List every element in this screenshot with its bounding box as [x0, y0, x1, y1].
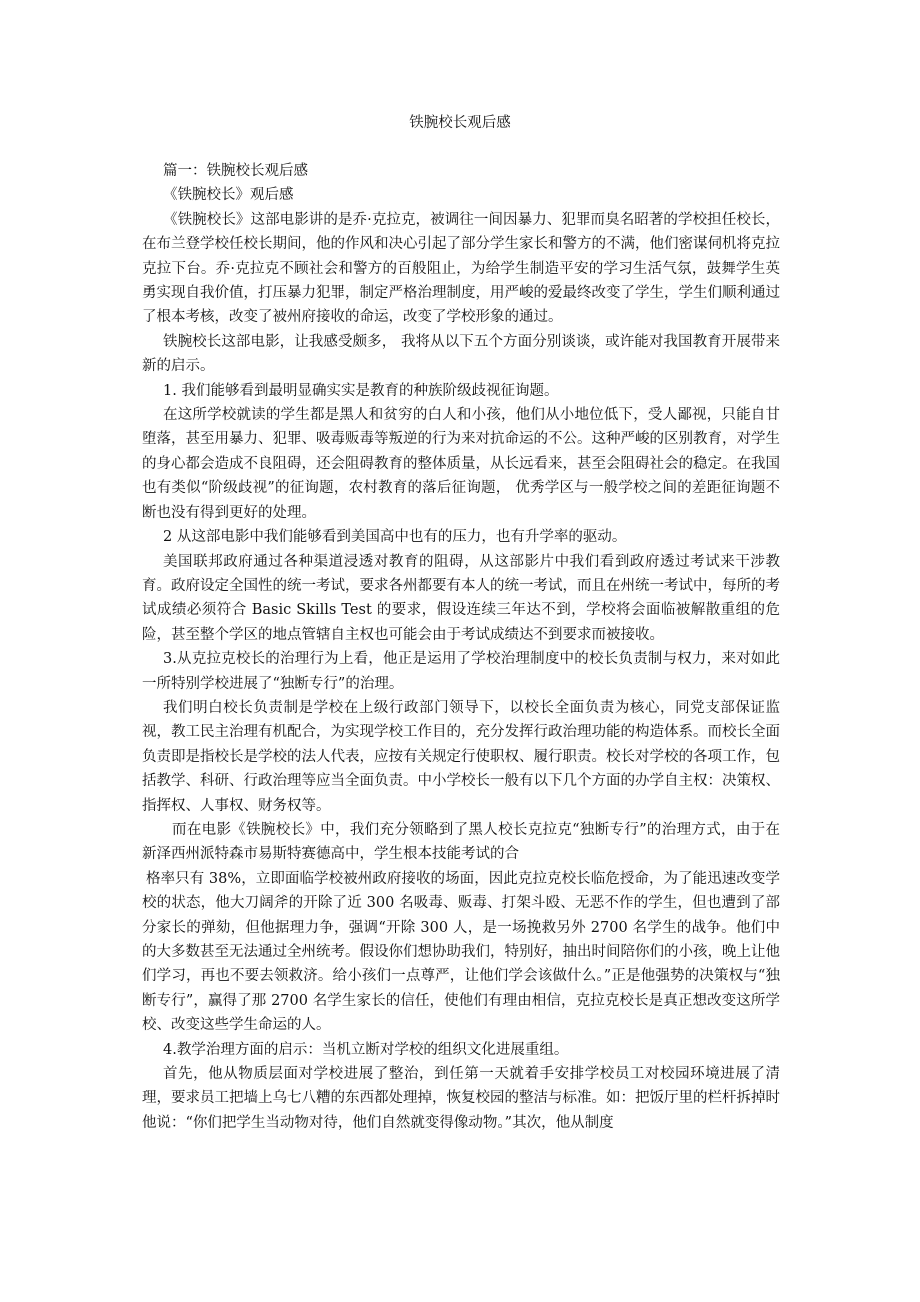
- paragraph: 我们明白校长负责制是学校在上级行政部门领导下，以校长全面负责为核心，同党支部保证监视，教工民主治理有机配合，为实现学校工作目的，充分发挥行政治理功能的构造体系。而校长全面负责即是指校长是学校的法人代表，应按有关规定行使职权、履行职责。校长对学校的各项工作，包括教学、科研、行政治理等应当全面负责。中小学校长一般有以下几个方面的办学自主权：决策权、指挥权、人事权、财务权等。: [142, 699, 780, 814]
- paragraph: 格率只有 38%，立即面临学校被州政府接收的场面，因此克拉克校长临危授命，为了能迅速改变学校的状态，他大刀阔斧的开除了近 300 名吸毒、贩毒、打架斗殴、无恶不作的学生，但也遭到了部分家长的弹劾，但他据理力争，强调“开除 300 人，是一场挽救另外 2700 名学生的战争。他们中的大多数甚至无法通过全州统考。假设你们想协助我们，特别好，抽出时间陪你们的小孩，晚上让他们学习，再也不要去领救济。给小孩们一点尊严，让他们学会该做什么。”正是他强势的决策权与“独断专行”，赢得了那 2700 名学生家长的信任，使他们有理由相信，克拉克校长是真正想改变这所学校、改变这些学生命运的人。: [142, 870, 780, 1034]
- paragraph: 4.教学治理方面的启示：当机立断对学校的组织文化进展重组。: [163, 1041, 569, 1058]
- paragraph: 在这所学校就读的学生都是黑人和贫穷的白人和小孩，他们从小地位低下，受人鄙视，只能自甘堕落，甚至用暴力、犯罪、吸毒贩毒等叛逆的行为来对抗命运的不公。这种严峻的区别教育，对学生的身心都会造成不良阻碍，还会阻碍教育的整体质量，从长远看来，甚至会阻碍社会的稳定。在我国也有类似“阶级歧视”的征询题，农村教育的落后征询题， 优秀学区与一般学校之间的差距征询题不断也没有得到更好的处理。: [142, 407, 780, 521]
- document-body: [142, 159, 780, 1135]
- paragraph: 《铁腕校长》观后感: [163, 187, 294, 204]
- paragraph: 篇一：铁腕校长观后感: [163, 163, 308, 179]
- document-title: 铁腕校长观后感: [409, 115, 511, 131]
- paragraph: 1. 我们能够看到最明显确实实是教育的种族阶级歧视征询题。: [163, 382, 559, 399]
- paragraph: 而在电影《铁腕校长》中，我们充分领略到了黑人校长克拉克“独断专行”的治理方式，由于在新泽西州派特森市易斯特赛德高中，学生根本技能考试的合: [142, 821, 780, 863]
- paragraph: 首先，他从物质层面对学校进展了整治，到任第一天就着手安排学校员工对校园环境进展了清理，要求员工把墙上乌七八糟的东西都处理掉，恢复校园的整洁与标准。如：把饭厅里的栏杆拆掉时他说：“你们把学生当动物对待，他们自然就变得像动物。”其次，他从制度: [142, 1066, 780, 1131]
- paragraph: 3.从克拉克校长的治理行为上看，他正是运用了学校治理制度中的校长负责制与权力，来对如此一所特别学校进展了“独断专行”的治理。: [142, 651, 780, 692]
- paragraph: 铁腕校长这部电影，让我感受颇多， 我将从以下五个方面分别谈谈，或许能对我国教育开展带来新的启示。: [142, 333, 780, 375]
- paragraph: 美国联邦政府通过各种渠道浸透对教育的阻碍，从这部影片中我们看到政府透过考试来干涉教育。政府设定全国性的统一考试，要求各州都要有本人的统一考试，而且在州统一考试中，每所的考试成绩必须符合 Basic Skills Test 的要求，假设连续三年达不到，学校将会面临被解散重组的危险，甚至整个学区的地点管辖自主权也可能会由于考试成绩达不到要求而被接收。: [142, 553, 780, 643]
- paragraph: 2 从这部电影中我们能够看到美国高中也有的压力，也有升学率的驱动。: [163, 529, 627, 546]
- paragraph: 《铁腕校长》这部电影讲的是乔·克拉克，被调往一间因暴力、犯罪而臭名昭著的学校担任校长，在布兰登学校任校长期间，他的作风和决心引起了部分学生家长和警方的不满，他们密谋伺机将克拉克拉下台。乔·克拉克不顾社会和警方的百般阻止，为给学生制造平安的学习生活气氛，鼓舞学生英勇实现自我价值，打压暴力犯罪，制定严格治理制度，用严峻的爱最终改变了学生，学生们顺利通过了根本考核，改变了被州府接收的命运，改变了学校形象的通过。: [142, 211, 780, 326]
